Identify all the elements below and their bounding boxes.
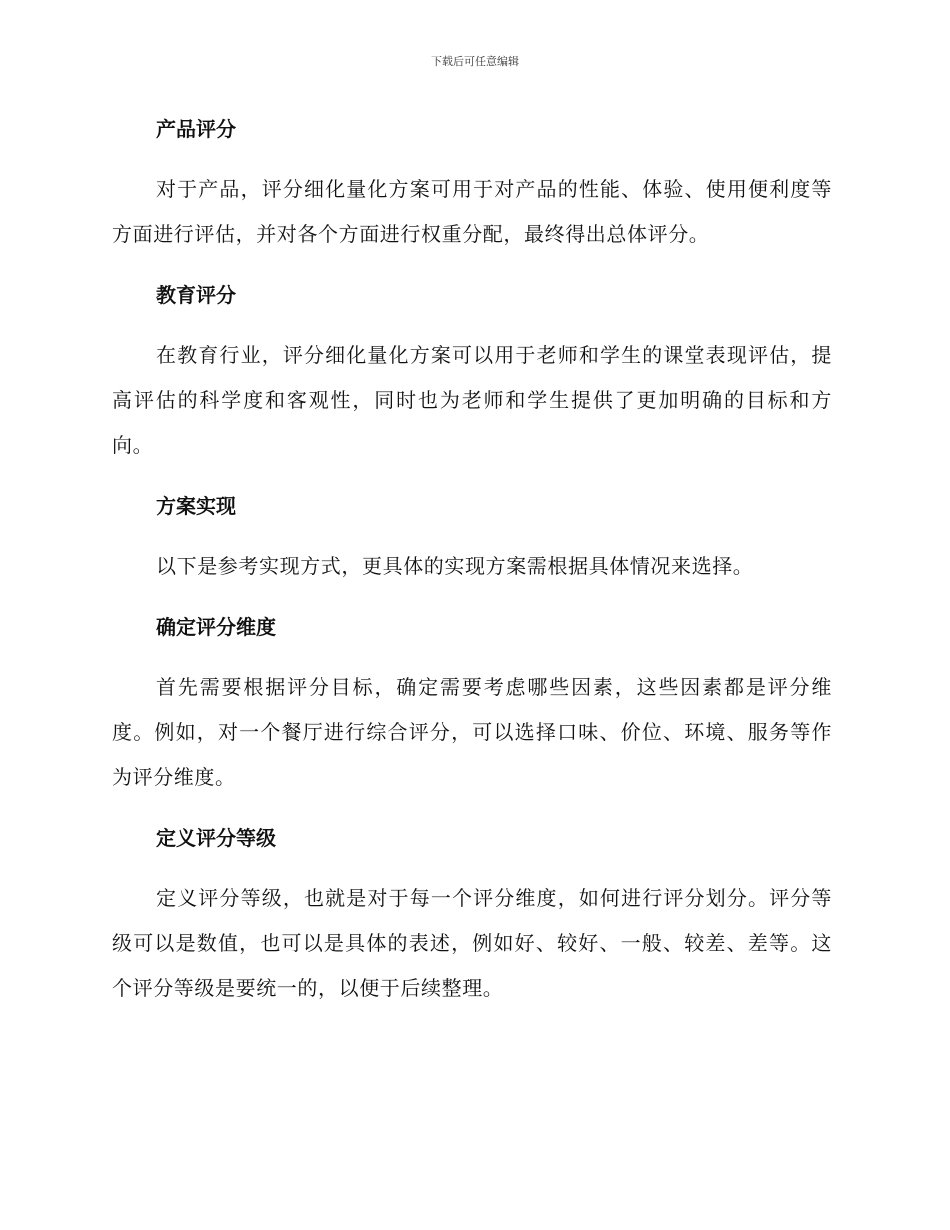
section-heading-product-rating: 产品评分 (156, 117, 236, 141)
section-paragraph-rating-levels: 定义评分等级，也就是对于每一个评分维度，如何进行评分划分。评分等级可以是数值，也可以是具体的表述，例如好、较好、一般、较差、差等。这个评分等级是要统一的，以便于后续整理。 (112, 886, 832, 1000)
page-header: 下载后可任意编辑 (431, 55, 519, 68)
section-heading-rating-levels: 定义评分等级 (156, 826, 276, 850)
section-paragraph-education-rating: 在教育行业，评分细化量化方案可以用于老师和学生的课堂表现评估，提高评估的科学度和客观性，同时也为老师和学生提供了更加明确的目标和方向。 (112, 343, 832, 457)
section-paragraph-product-rating: 对于产品，评分细化量化方案可用于对产品的性能、体验、使用便利度等方面进行评估，并对各个方面进行权重分配，最终得出总体评分。 (112, 177, 832, 246)
document-body (112, 112, 832, 1032)
section-paragraph-rating-dimensions: 首先需要根据评分目标，确定需要考虑哪些因素，这些因素都是评分维度。例如，对一个餐厅进行综合评分，可以选择口味、价位、环境、服务等作为评分维度。 (112, 675, 832, 789)
section-heading-implementation: 方案实现 (156, 494, 236, 518)
section-heading-education-rating: 教育评分 (156, 283, 236, 307)
section-heading-rating-dimensions: 确定评分维度 (156, 615, 276, 639)
section-paragraph-implementation: 以下是参考实现方式，更具体的实现方案需根据具体情况来选择。 (156, 554, 754, 578)
